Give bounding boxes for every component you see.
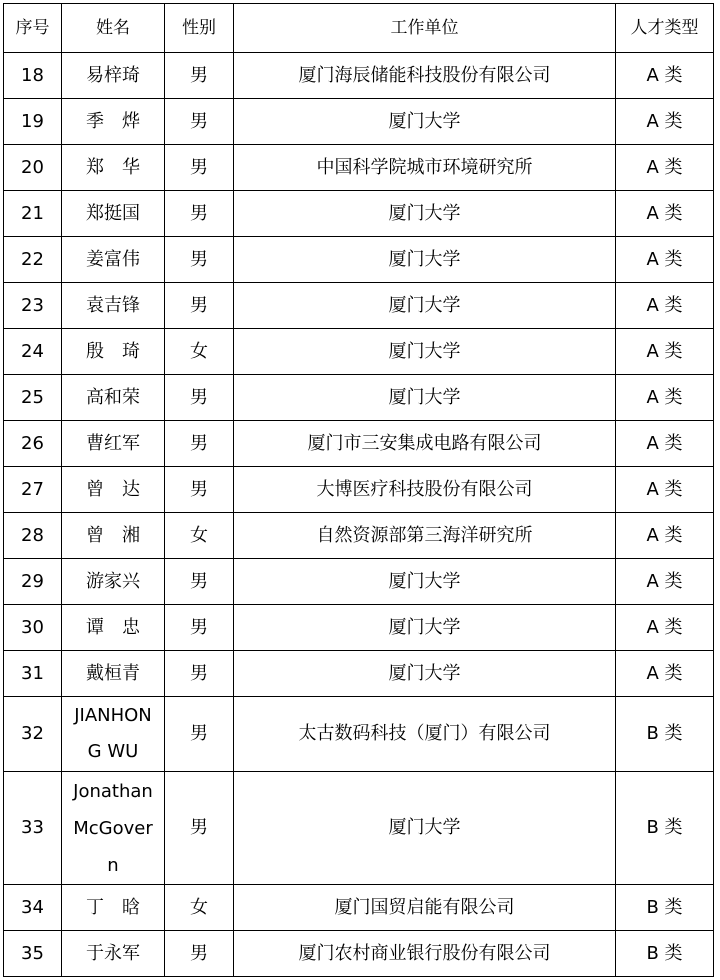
cell-unit: 厦门大学: [234, 283, 616, 329]
cell-no: 21: [4, 191, 62, 237]
cell-type: B 类: [616, 885, 714, 931]
cell-no: 29: [4, 559, 62, 605]
cell-name: 易梓琦: [62, 53, 165, 99]
cell-gender: 女: [165, 885, 234, 931]
table-row: [4, 237, 714, 283]
cell-type: A 类: [616, 99, 714, 145]
cell-gender: 男: [165, 697, 234, 772]
cell-unit: 自然资源部第三海洋研究所: [234, 513, 616, 559]
cell-type: A 类: [616, 513, 714, 559]
cell-type: B 类: [616, 772, 714, 885]
cell-unit: 厦门市三安集成电路有限公司: [234, 421, 616, 467]
cell-type: A 类: [616, 283, 714, 329]
cell-unit: 中国科学院城市环境研究所: [234, 145, 616, 191]
cell-gender: 女: [165, 329, 234, 375]
cell-gender: 男: [165, 772, 234, 885]
table-row: [4, 697, 714, 772]
cell-type: A 类: [616, 651, 714, 697]
cell-name: 郑 华: [62, 145, 165, 191]
cell-gender: 男: [165, 237, 234, 283]
cell-name: 殷 琦: [62, 329, 165, 375]
cell-no: 24: [4, 329, 62, 375]
cell-no: 31: [4, 651, 62, 697]
table-row: [4, 421, 714, 467]
cell-name: 郑挺国: [62, 191, 165, 237]
cell-type: A 类: [616, 605, 714, 651]
cell-type: B 类: [616, 931, 714, 977]
cell-name: 游家兴: [62, 559, 165, 605]
cell-name: Jonathan McGovern: [62, 772, 165, 885]
cell-unit: 太古数码科技（厦门）有限公司: [234, 697, 616, 772]
cell-unit: 厦门大学: [234, 375, 616, 421]
cell-type: A 类: [616, 329, 714, 375]
cell-name: 于永军: [62, 931, 165, 977]
cell-gender: 男: [165, 605, 234, 651]
cell-no: 28: [4, 513, 62, 559]
table-row: [4, 99, 714, 145]
header-name: 姓名: [62, 4, 165, 53]
table-row: [4, 191, 714, 237]
cell-type: A 类: [616, 191, 714, 237]
cell-gender: 男: [165, 283, 234, 329]
cell-name: 高和荣: [62, 375, 165, 421]
cell-gender: 男: [165, 375, 234, 421]
cell-no: 22: [4, 237, 62, 283]
cell-no: 26: [4, 421, 62, 467]
cell-name: 季 烨: [62, 99, 165, 145]
cell-no: 18: [4, 53, 62, 99]
table-row: [4, 931, 714, 977]
cell-unit: 厦门大学: [234, 237, 616, 283]
cell-unit: 厦门大学: [234, 191, 616, 237]
cell-gender: 男: [165, 931, 234, 977]
cell-type: A 类: [616, 559, 714, 605]
cell-gender: 男: [165, 559, 234, 605]
cell-gender: 男: [165, 421, 234, 467]
cell-unit: 厦门农村商业银行股份有限公司: [234, 931, 616, 977]
cell-name: 戴桓青: [62, 651, 165, 697]
header-no: 序号: [4, 4, 62, 53]
cell-type: A 类: [616, 53, 714, 99]
table-row: [4, 605, 714, 651]
cell-name: JIANHONG WU: [62, 697, 165, 772]
cell-no: 30: [4, 605, 62, 651]
cell-no: 23: [4, 283, 62, 329]
cell-no: 19: [4, 99, 62, 145]
cell-unit: 厦门大学: [234, 605, 616, 651]
cell-name: 曾 达: [62, 467, 165, 513]
cell-unit: 厦门海辰储能科技股份有限公司: [234, 53, 616, 99]
cell-no: 27: [4, 467, 62, 513]
header-gender: 性别: [165, 4, 234, 53]
cell-name: 曾 湘: [62, 513, 165, 559]
cell-name: 丁 晗: [62, 885, 165, 931]
cell-gender: 女: [165, 513, 234, 559]
table-row: [4, 559, 714, 605]
cell-unit: 厦门大学: [234, 559, 616, 605]
cell-name: 谭 忠: [62, 605, 165, 651]
cell-unit: 厦门大学: [234, 329, 616, 375]
cell-type: A 类: [616, 467, 714, 513]
table-row: [4, 283, 714, 329]
cell-type: A 类: [616, 421, 714, 467]
header-unit: 工作单位: [234, 4, 616, 53]
cell-type: A 类: [616, 375, 714, 421]
cell-name: 曹红军: [62, 421, 165, 467]
table-header-row: [4, 4, 714, 53]
cell-name: 姜富伟: [62, 237, 165, 283]
cell-type: B 类: [616, 697, 714, 772]
cell-unit: 厦门大学: [234, 99, 616, 145]
header-type: 人才类型: [616, 4, 714, 53]
cell-no: 35: [4, 931, 62, 977]
table-row: [4, 651, 714, 697]
table-row: [4, 145, 714, 191]
cell-gender: 男: [165, 145, 234, 191]
table-row: [4, 329, 714, 375]
table-row: [4, 513, 714, 559]
cell-no: 32: [4, 697, 62, 772]
cell-gender: 男: [165, 191, 234, 237]
cell-gender: 男: [165, 53, 234, 99]
table-row: [4, 467, 714, 513]
cell-gender: 男: [165, 99, 234, 145]
cell-type: A 类: [616, 145, 714, 191]
cell-gender: 男: [165, 467, 234, 513]
table-row: [4, 53, 714, 99]
cell-no: 20: [4, 145, 62, 191]
table-row: [4, 885, 714, 931]
table-row: [4, 772, 714, 885]
talent-list-table: [3, 3, 714, 977]
cell-no: 33: [4, 772, 62, 885]
cell-no: 34: [4, 885, 62, 931]
cell-unit: 厦门国贸启能有限公司: [234, 885, 616, 931]
cell-gender: 男: [165, 651, 234, 697]
cell-name: 袁吉锋: [62, 283, 165, 329]
table-row: [4, 375, 714, 421]
cell-type: A 类: [616, 237, 714, 283]
cell-unit: 大博医疗科技股份有限公司: [234, 467, 616, 513]
cell-unit: 厦门大学: [234, 651, 616, 697]
cell-unit: 厦门大学: [234, 772, 616, 885]
cell-no: 25: [4, 375, 62, 421]
